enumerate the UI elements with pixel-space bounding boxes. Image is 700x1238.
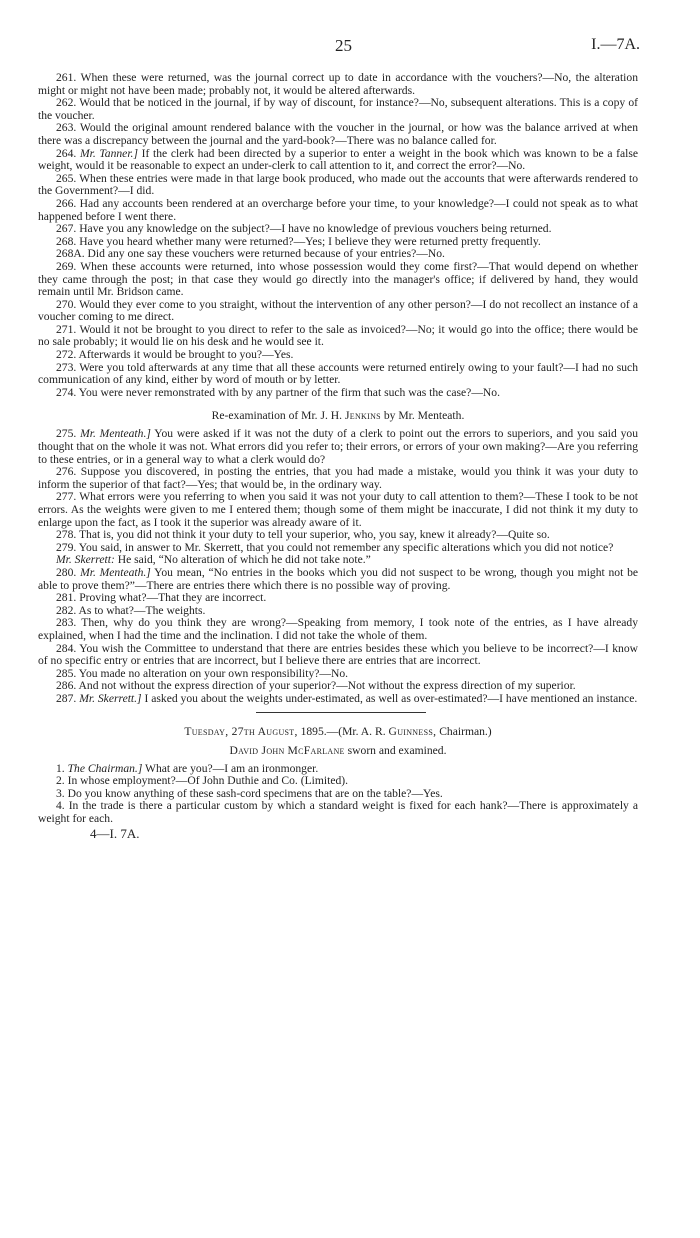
- page-footer-signature: 4—I. 7A.: [90, 826, 140, 842]
- paragraph-278: 278. That is, you did not think it your duty to tell your superior, who, you say, knew it already?—Quite so.: [56, 528, 550, 542]
- paragraph-262: 262. Would that be noticed in the journal, if by way of discount, for instance?—No, subsequent alterations. This is a copy of the voucher.: [38, 96, 638, 122]
- heading-suffix: by Mr. Menteath.: [383, 409, 465, 423]
- witness-surname: Jenkins: [344, 409, 381, 423]
- speaker-name: Mr. Skerrett:: [56, 553, 115, 567]
- paragraph-284: 284. You wish the Committee to understand that there are entries besides these which you believe to be incorrect?—I know of no specific entry or entries that are incorrect, but I believe there are entries that are incorrect.: [38, 641, 638, 668]
- paragraph-268: 268. Have you heard whether many were returned?—Yes; I believe they were returned pretty frequently.: [56, 234, 541, 248]
- reexamination-heading: [38, 409, 638, 422]
- paragraph-276: 276. Suppose you discovered, in posting the entries, that you had made a mistake, would you think it was your duty to inform the superior of that fact?—Yes; that would be, in the ordinary way.: [38, 465, 638, 491]
- session-date-heading: [38, 725, 638, 738]
- witness-first-names: David John: [229, 743, 285, 757]
- paragraph-285: 285. You made no alteration on your own responsibility?—No.: [56, 666, 349, 680]
- paragraph-277: 277. What errors were you referring to when you said it was not your duty to call attention to them?—These I took to be not errors. As the weights were given to me I entered them; though some of them might be inaccurate, I did not think it my duty to enlarge upon the fact, as I took it the superior was already aware of it.: [38, 490, 638, 529]
- question-number: 1.: [56, 761, 65, 775]
- speaker-name: The Chairman.]: [67, 761, 143, 775]
- document-reference: I.—7A.: [591, 36, 640, 53]
- chairman-name: Guinness,: [388, 724, 437, 738]
- speaker-name: Mr. Menteath.]: [80, 427, 151, 441]
- question-text: What are you?—I am an ironmonger.: [145, 761, 319, 775]
- paragraph-265: 265. When these entries were made in that large book produced, who made out the accounts that were afterwards rendered to the Government?—I did.: [38, 171, 638, 198]
- paragraph-267: 267. Have you any knowledge on the subject?—I have no knowledge of previous vouchers being returned.: [56, 222, 552, 236]
- paragraph-280: [38, 567, 638, 592]
- session-day: Tuesday, 27th August,: [184, 724, 298, 738]
- speaker-name: Mr. Tanner.]: [79, 146, 138, 160]
- speaker-name: Mr. Skerrett.]: [79, 691, 142, 705]
- session-year: 1895.—(Mr. A. R.: [300, 724, 386, 738]
- paragraph-263: 263. Would the original amount rendered balance with the voucher in the journal, or how was the balance arrived at when there was a discrepancy between the journal and the yard-book?—There was no balance called for.: [38, 121, 638, 147]
- paragraph-272: 272. Afterwards it would be brought to you?—Yes.: [56, 348, 294, 362]
- paragraph-261: 261. When these were returned, was the journal correct up to date in accordance with the vouchers?—No, the alteration might or might not have been made; probably not, it would be altered afterwards.: [38, 71, 638, 97]
- chairman-suffix: Chairman.): [439, 724, 492, 738]
- paragraph-270: 270. Would they ever come to you straight, without the intervention of any other person?—I do not recollect an instance of a voucher coming to me direct.: [38, 297, 638, 324]
- page-header: [38, 36, 638, 60]
- paragraph-281: 281. Proving what?—That they are incorrect.: [56, 591, 267, 605]
- question-text: If the clerk had been directed by a superior to enter a weight in the book which was known to be a false weight, would it be reasonable to expect an under-clerk to call attention to it, and correct the error?—No.: [38, 146, 639, 173]
- witness-last-name: McFarlane: [287, 743, 345, 757]
- question-text: I asked you about the weights under-estimated, as well as over-estimated?—I have mentioned an instance.: [144, 691, 638, 705]
- document-page: [38, 36, 638, 842]
- paragraph-3: 3. Do you know anything of these sash-cord specimens that are on the table?—Yes.: [56, 786, 443, 800]
- paragraph-264: [38, 148, 638, 173]
- witness-heading: [38, 744, 638, 757]
- paragraph-287: [38, 693, 638, 706]
- paragraph-268a: 268A. Did any one say these vouchers were returned because of your entries?—No.: [56, 247, 445, 261]
- paragraph-275: [38, 428, 638, 466]
- question-number: 264.: [56, 146, 77, 160]
- note-text: He said, “No alteration of which he did not take note.”: [117, 553, 371, 567]
- paragraph-266: 266. Had any accounts been rendered at an overcharge before your time, to your knowledge?—I could not speak as to what happened before I went there.: [38, 196, 638, 223]
- question-text: You were asked if it was not the duty of a clerk to point out the errors to superiors, and you said you thought that on the whole it was not. What errors did you refer to; their errors, or errors of your own making?—Are you referring to these entries, or in a general way to what a clerk would do?: [38, 427, 639, 466]
- paragraph-2: 2. In whose employment?—Of John Duthie and Co. (Limited).: [56, 774, 349, 788]
- paragraph-283: 283. Then, why do you think they are wrong?—Speaking from memory, I took note of the entries, as I have already explained, when I had the time and the inclination. I did not take the whole of them.: [38, 616, 638, 642]
- paragraph-279: 279. You said, in answer to Mr. Skerrett, that you could not remember any specific alterations which you did not notice?: [56, 540, 614, 554]
- paragraph-269: 269. When these accounts were returned, into whose possession would they come first?—That would depend on whether they came through the post; in that case they would go directly into the manager's office; if delivered by hand, they would remain until Mr. Bridson came.: [38, 259, 638, 299]
- question-number: 280.: [56, 565, 77, 579]
- heading-prefix: Re-examination of Mr. J. H.: [211, 409, 343, 423]
- speaker-name: Mr. Menteath.]: [80, 565, 151, 579]
- section-divider: [256, 712, 426, 713]
- paragraph-274: 274. You were never remonstrated with by any partner of the firm that such was the case?—No.: [56, 385, 500, 399]
- question-number: 287.: [56, 691, 77, 705]
- paragraph-286: 286. And not without the express direction of your superior?—Not without the express direction of my superior.: [56, 679, 576, 693]
- question-text: You mean, “No entries in the books which you did not suspect to be wrong, though you might not be able to prove them?”—There are entries there which there is no possible way of proving.: [38, 565, 639, 592]
- question-number: 275.: [56, 427, 77, 441]
- witness-suffix: sworn and examined.: [347, 743, 447, 757]
- paragraph-273: 273. Were you told afterwards at any time that all these accounts were returned entirely owing to your fault?—I had no such communication of any kind, either by word of mouth or by letter.: [38, 360, 638, 387]
- page-number: 25: [335, 36, 352, 55]
- paragraph-4: 4. In the trade is there a particular custom by which a standard weight is fixed for each hank?—There is approximately a weight for each.: [38, 799, 638, 825]
- paragraph-271: 271. Would it not be brought to you direct to refer to the sale as invoiced?—No; it would go into the office; there would be no sale probably; it would lie on his desk and he would see it.: [38, 322, 638, 349]
- paragraph-282: 282. As to what?—The weights.: [56, 603, 206, 617]
